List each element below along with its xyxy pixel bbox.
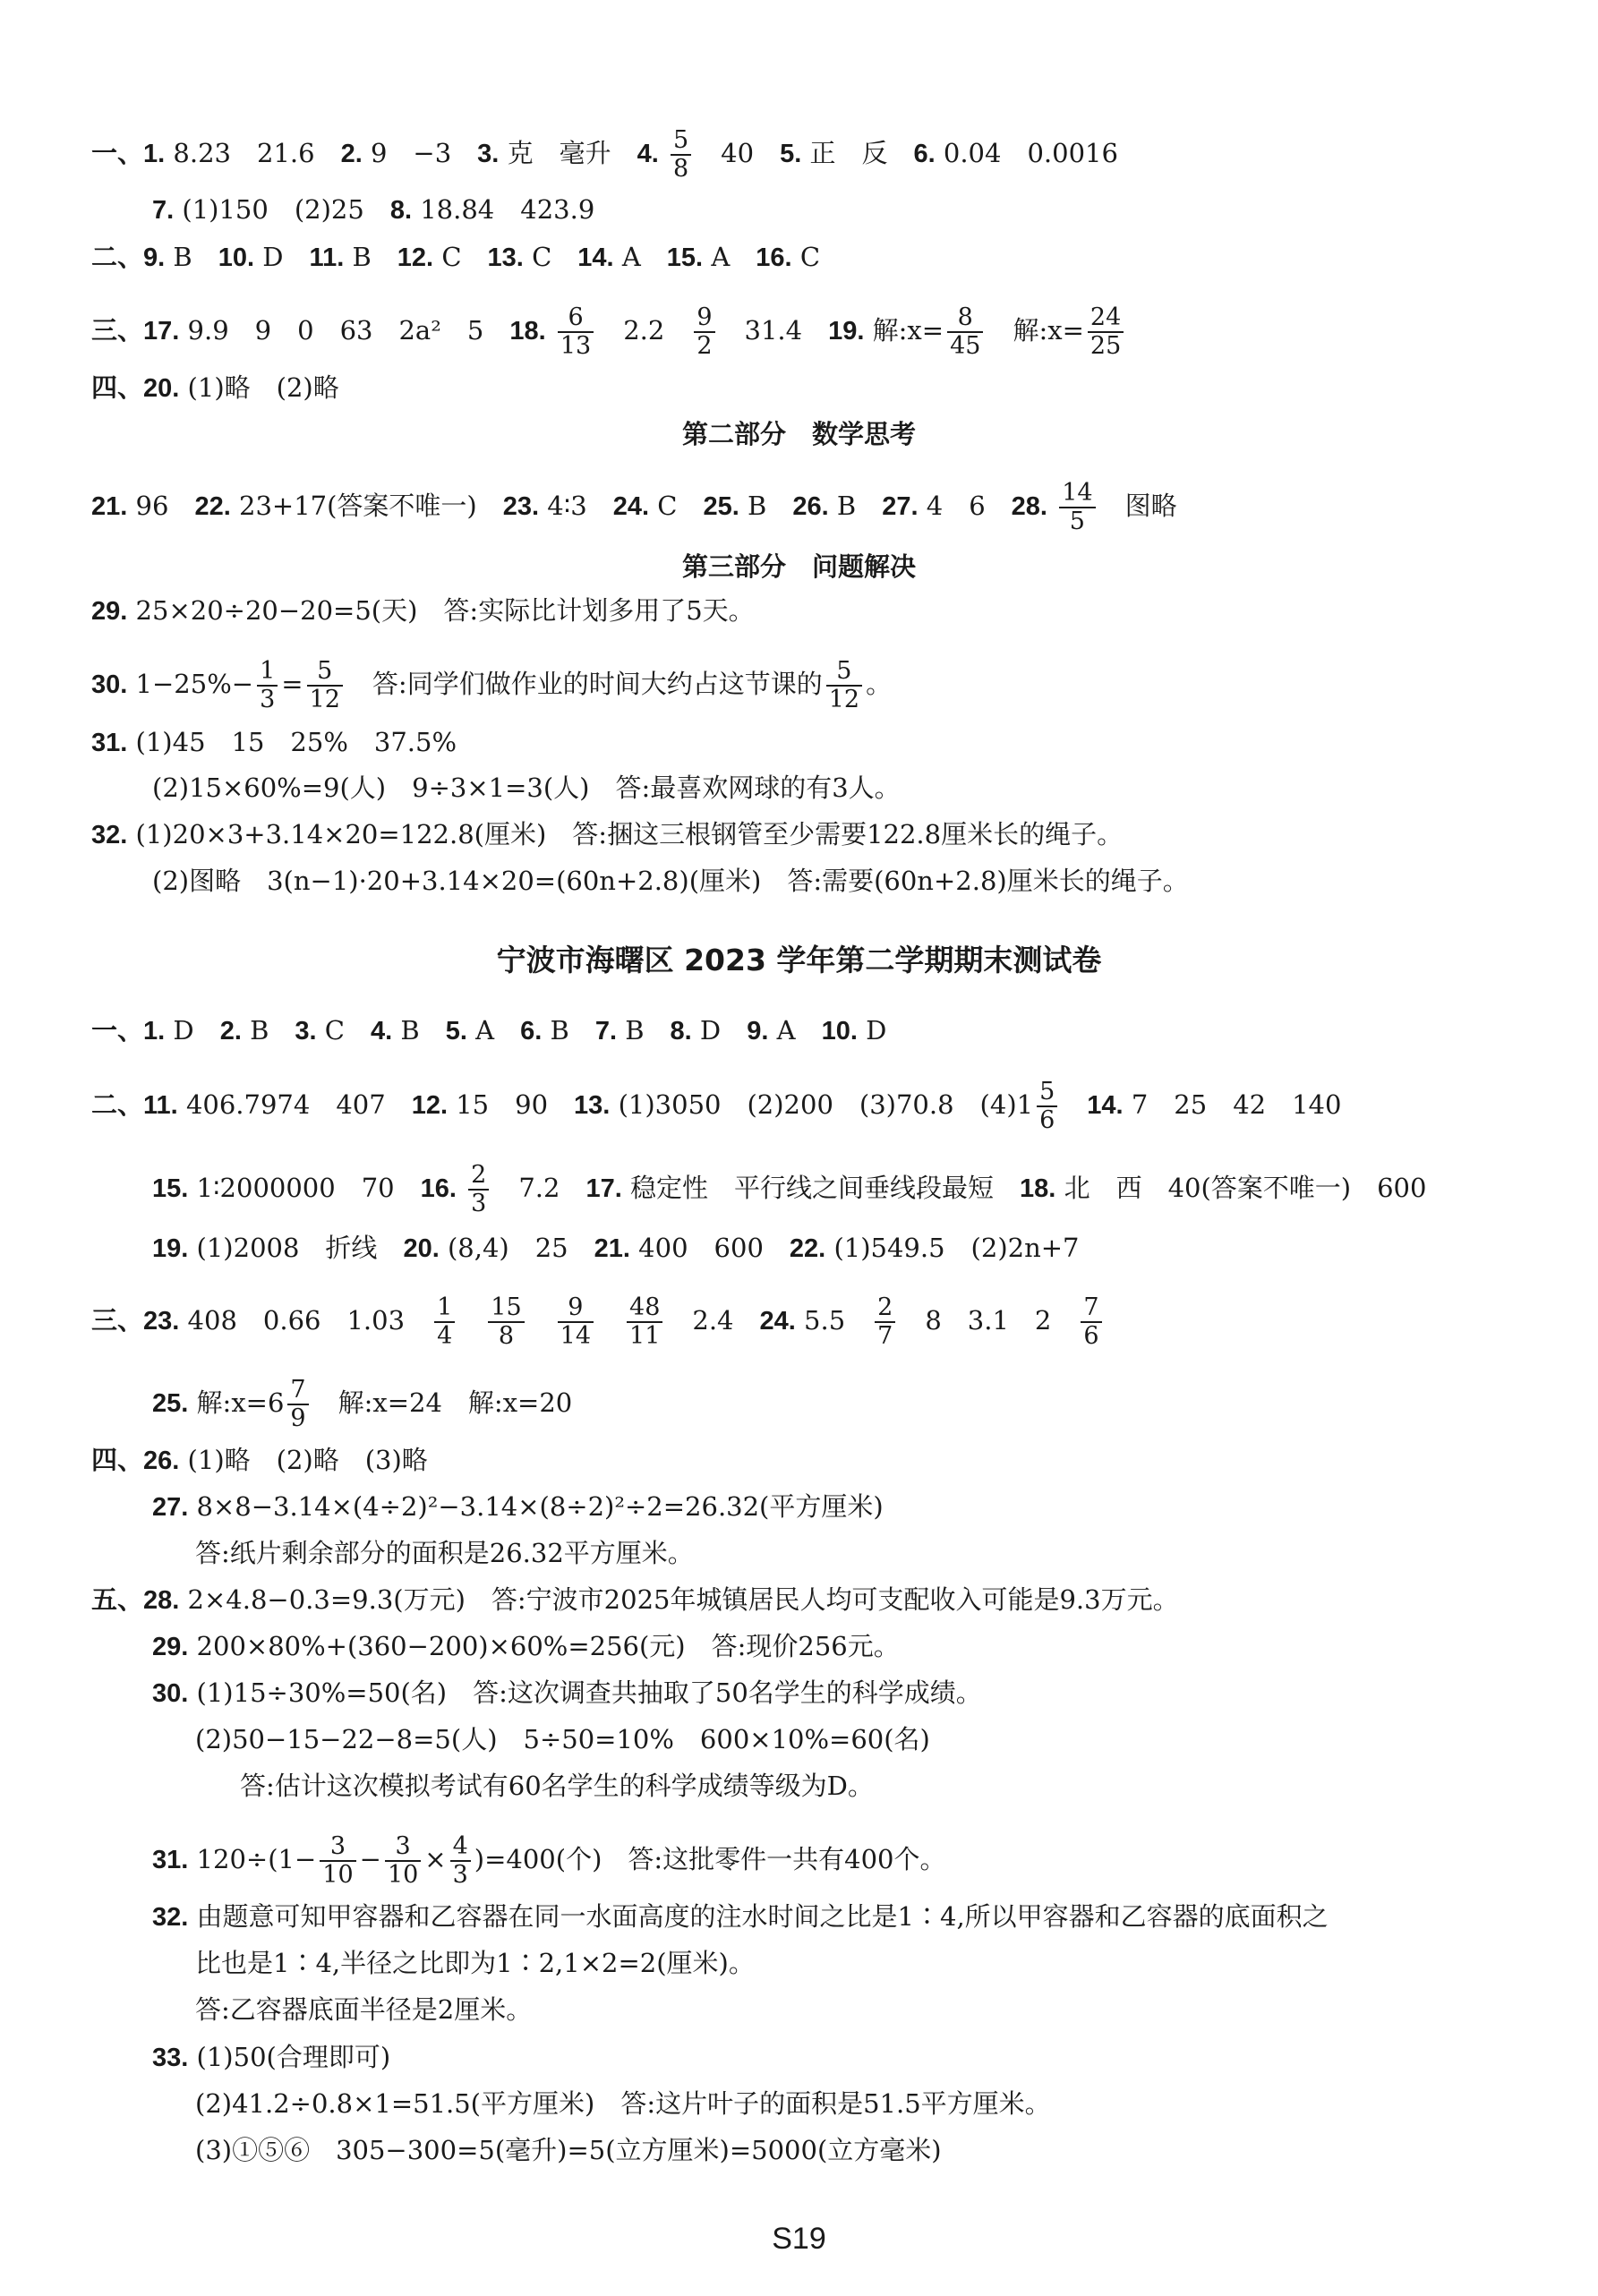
answer-line: (2)50−15−22−8=5(人) 5÷50=10% 600×10%=60(名) [195, 1724, 930, 1754]
answer-line: (3)①⑤⑥ 305−300=5(毫升)=5(立方厘米)=5000(立方毫米) [195, 2135, 942, 2165]
section-title: 第二部分 数学思考 [681, 419, 916, 449]
fraction: $\frac{6}{13}$ [558, 304, 594, 360]
answer-line: 29. 25×20÷20−20=5(天) 答:实际比计划多用了5天。 [91, 595, 755, 626]
answer-line: (2)41.2÷0.8×1=51.5(平方厘米) 答:这片叶子的面积是51.5平方厘米。 [195, 2088, 1051, 2119]
fraction: $\frac{3}{10}$ [320, 1833, 355, 1889]
answer-line: 30. (1)15÷30%=50(名) 答:这次调查共抽取了50名学生的科学成绩。 [152, 1677, 982, 1708]
answer-line: 比也是1∶4,半径之比即为1∶2,1×2=2(厘米)。 [195, 1948, 755, 1978]
answer-line: 19. (1)2008 折线 20. (8,4) 25 21. 400 600 22. (1)549.5 (2)2n+7 [152, 1233, 1080, 1263]
answer-line: 31. (1)45 15 25% 37.5% [91, 727, 457, 757]
fraction: $\frac{9}{14}$ [558, 1294, 594, 1350]
fraction: $\frac{7}{6}$ [1081, 1294, 1101, 1350]
fraction: $\frac{5}{12}$ [307, 658, 343, 713]
section-title: 第三部分 问题解决 [681, 551, 916, 582]
answer-line: 33. (1)50(合理即可) [152, 2042, 391, 2072]
fraction: $\frac{1}{3}$ [257, 658, 278, 713]
answer-line: 一、1. D 2. B 3. C 4. B 5. A 6. B 7. B 8. D 9. A 10. D [91, 1015, 887, 1046]
fraction: $\frac{2}{7}$ [875, 1294, 895, 1350]
fraction: $\frac{9}{2}$ [694, 304, 714, 360]
answer-line: 32. 由题意可知甲容器和乙容器在同一水面高度的注水时间之比是1∶4,所以甲容器和乙容器的底面积之 [152, 1901, 1329, 1932]
fraction: $\frac{48}{11}$ [627, 1294, 662, 1350]
answer-line: (2)15×60%=9(人) 9÷3×1=3(人) 答:最喜欢网球的有3人。 [152, 772, 901, 803]
fraction: $\frac{5}{6}$ [1037, 1079, 1057, 1134]
answer-line: 二、9. B 10. D 11. B 12. C 13. C 14. A 15. A 16. C [91, 242, 821, 272]
answer-line: 五、28. 2×4.8−0.3=9.3(万元) 答:宁波市2025年城镇居民人均可支配收入可能是9.3万元。 [91, 1584, 1179, 1615]
fraction: $\frac{3}{10}$ [385, 1833, 421, 1889]
answer-line: 四、20. (1)略 (2)略 [91, 372, 339, 403]
fraction: $\frac{5}{8}$ [671, 127, 691, 183]
fraction: $\frac{4}{3}$ [450, 1833, 471, 1889]
answer-line: 三、17. 9.9 9 0 63 2a² 5 18. $\frac{6}{13}$ 2.2 $\frac{9}{2}$ 31.4 19. 解:x= $\frac{8}{45}$ 解:x= $\frac{24}{25}$ [91, 304, 1127, 360]
fraction: $\frac{2}{3}$ [468, 1162, 489, 1217]
answer-line: 29. 200×80%+(360−200)×60%=256(元) 答:现价256元。 [152, 1631, 900, 1661]
answer-line: 答:乙容器底面半径是2厘米。 [195, 1994, 533, 2025]
answer-line: (2)图略 3(n−1)·20+3.14×20=(60n+2.8)(厘米) 答:需要(60n+2.8)厘米长的绳子。 [152, 866, 1189, 896]
answer-line: 31. 120÷(1− $\frac{3}{10}$ − $\frac{3}{10}$ × $\frac{4}{3}$ )=400(个) 答:这批零件一共有400个。 [152, 1832, 946, 1889]
answer-line: 二、11. 406.7974 407 12. 15 90 13. (1)3050 (2)200 (3)70.8 (4)1 $\frac{5}{6}$ 14. 7 25 42 140 [91, 1078, 1342, 1134]
answer-line: 15. 1∶2000000 70 16. $\frac{2}{3}$ 7.2 17. 稳定性 平行线之间垂线段最短 18. 北 西 40(答案不唯一) 600 [152, 1161, 1427, 1217]
page-number: S19 [772, 2222, 826, 2256]
exam-title: 宁波市海曙区 2023 学年第二学期期末测试卷 [496, 943, 1102, 977]
answer-line: 25. 解:x=6 $\frac{7}{9}$ 解:x=24 解:x=20 [152, 1376, 573, 1432]
answer-line: 32. (1)20×3+3.14×20=122.8(厘米) 答:捆这三根钢管至少需要122.8厘米长的绳子。 [91, 819, 1124, 849]
fraction: $\frac{5}{12}$ [826, 658, 862, 713]
answer-line: 30. 1−25%− $\frac{1}{3}$ = $\frac{5}{12}$ 答:同学们做作业的时间大约占这节课的 $\frac{5}{12}$ 。 [91, 657, 893, 713]
answer-line: 四、26. (1)略 (2)略 (3)略 [91, 1445, 428, 1475]
fraction: $\frac{1}{4}$ [434, 1294, 455, 1350]
fraction: $\frac{7}{9}$ [287, 1377, 308, 1432]
fraction: $\frac{14}{5}$ [1059, 480, 1095, 535]
answer-line: 7. (1)150 (2)25 8. 18.84 423.9 [152, 194, 595, 225]
answer-line: 答:纸片剩余部分的面积是26.32平方厘米。 [195, 1538, 694, 1568]
answer-line: 三、23. 408 0.66 1.03 $\frac{1}{4}$ $\frac{15}{8}$ $\frac{9}{14}$ $\frac{48}{11}$ 2.4 24. 5.5 $\frac{2}{7}$ 8 3.1 2 $\frac{7}{6}$ [91, 1294, 1106, 1350]
fraction: $\frac{15}{8}$ [488, 1294, 524, 1350]
answer-line: 21. 96 22. 23+17(答案不唯一) 23. 4∶3 24. C 25. B 26. B 27. 4 6 28. $\frac{14}{5}$ 图略 [91, 479, 1177, 535]
fraction: $\frac{24}{25}$ [1088, 304, 1124, 360]
answer-line: 27. 8×8−3.14×(4÷2)²−3.14×(8÷2)²÷2=26.32(平方厘米) [152, 1491, 884, 1522]
fraction: $\frac{8}{45}$ [947, 304, 983, 360]
answer-line: 答:估计这次模拟考试有60名学生的科学成绩等级为D。 [240, 1771, 874, 1801]
answer-line: 一、1. 8.23 21.6 2. 9 −3 3. 克 毫升 4. $\frac{5}{8}$ 40 5. 正 反 6. 0.04 0.0016 [91, 126, 1118, 183]
